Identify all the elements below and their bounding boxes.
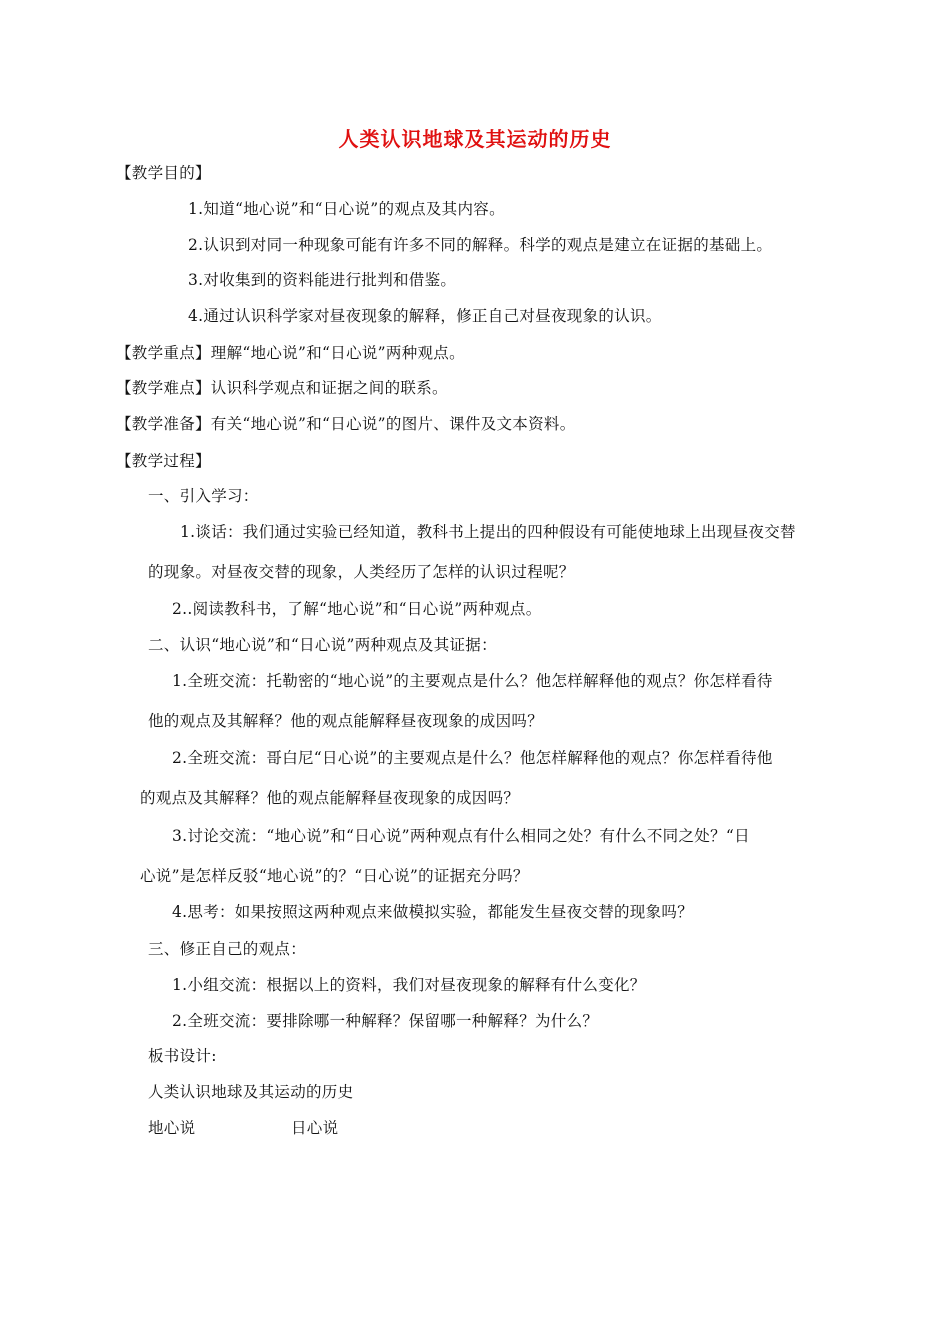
goal-item: 3.对收集到的资料能进行批判和借鉴。 xyxy=(188,271,457,289)
difficulty-line: 【教学难点】认识科学观点和证据之间的联系。 xyxy=(116,379,448,397)
paragraph-line: 的观点及其解释？他的观点能解释昼夜现象的成因吗？ xyxy=(140,789,520,807)
process-heading: 【教学过程】 xyxy=(116,452,211,470)
preparation-line: 【教学准备】有关“地心说”和“日心说”的图片、课件及文本资料。 xyxy=(116,415,576,433)
paragraph-line: 他的观点及其解释？他的观点能解释昼夜现象的成因吗？ xyxy=(148,712,544,730)
board-title: 人类认识地球及其运动的历史 xyxy=(148,1083,354,1101)
goal-item: 1.知道“地心说”和“日心说”的观点及其内容。 xyxy=(188,200,505,218)
paragraph-line: 4.思考：如果按照这两种观点来做模拟实验，都能发生昼夜交替的现象吗？ xyxy=(172,903,693,921)
paragraph-line: 3.讨论交流：“地心说”和“日心说”两种观点有什么相同之处？有什么不同之处？“日 xyxy=(172,827,750,845)
goal-item: 4.通过认识科学家对昼夜现象的解释，修正自己对昼夜现象的认识。 xyxy=(188,307,662,325)
key-point-line: 【教学重点】理解“地心说”和“日心说”两种观点。 xyxy=(116,344,465,362)
section-heading: 一、引入学习： xyxy=(148,487,259,505)
paragraph-line: 1.谈话：我们通过实验已经知道，教科书上提出的四种假设有可能使地球上出现昼夜交替 xyxy=(180,523,796,541)
document-title: 人类认识地球及其运动的历史 xyxy=(338,127,612,151)
section-heading: 二、认识“地心说”和“日心说”两种观点及其证据： xyxy=(148,636,497,654)
board-design-heading: 板书设计: xyxy=(148,1047,217,1065)
paragraph-line: 心说”是怎样反驳“地心说”的？“日心说”的证据充分吗？ xyxy=(140,867,529,885)
goal-item: 2.认识到对同一种现象可能有许多不同的解释。科学的观点是建立在证据的基础上。 xyxy=(188,236,773,254)
section-heading: 三、修正自己的观点： xyxy=(148,940,307,958)
board-left-label: 地心说 xyxy=(148,1119,196,1137)
paragraph-line: 1.小组交流：根据以上的资料，我们对昼夜现象的解释有什么变化？ xyxy=(172,976,646,994)
paragraph-line: 的现象。对昼夜交替的现象，人类经历了怎样的认识过程呢？ xyxy=(148,563,575,581)
paragraph-line: 2..阅读教科书，了解“地心说”和“日心说”两种观点。 xyxy=(172,600,542,618)
board-right-label: 日心说 xyxy=(291,1119,339,1137)
paragraph-line: 2.全班交流：要排除哪一种解释？保留哪一种解释？为什么？ xyxy=(172,1012,599,1030)
paragraph-line: 1.全班交流：托勒密的“地心说”的主要观点是什么？他怎样解释他的观点？你怎样看待 xyxy=(172,672,773,690)
goals-heading: 【教学目的】 xyxy=(116,164,211,182)
paragraph-line: 2.全班交流：哥白尼“日心说”的主要观点是什么？他怎样解释他的观点？你怎样看待他 xyxy=(172,749,773,767)
